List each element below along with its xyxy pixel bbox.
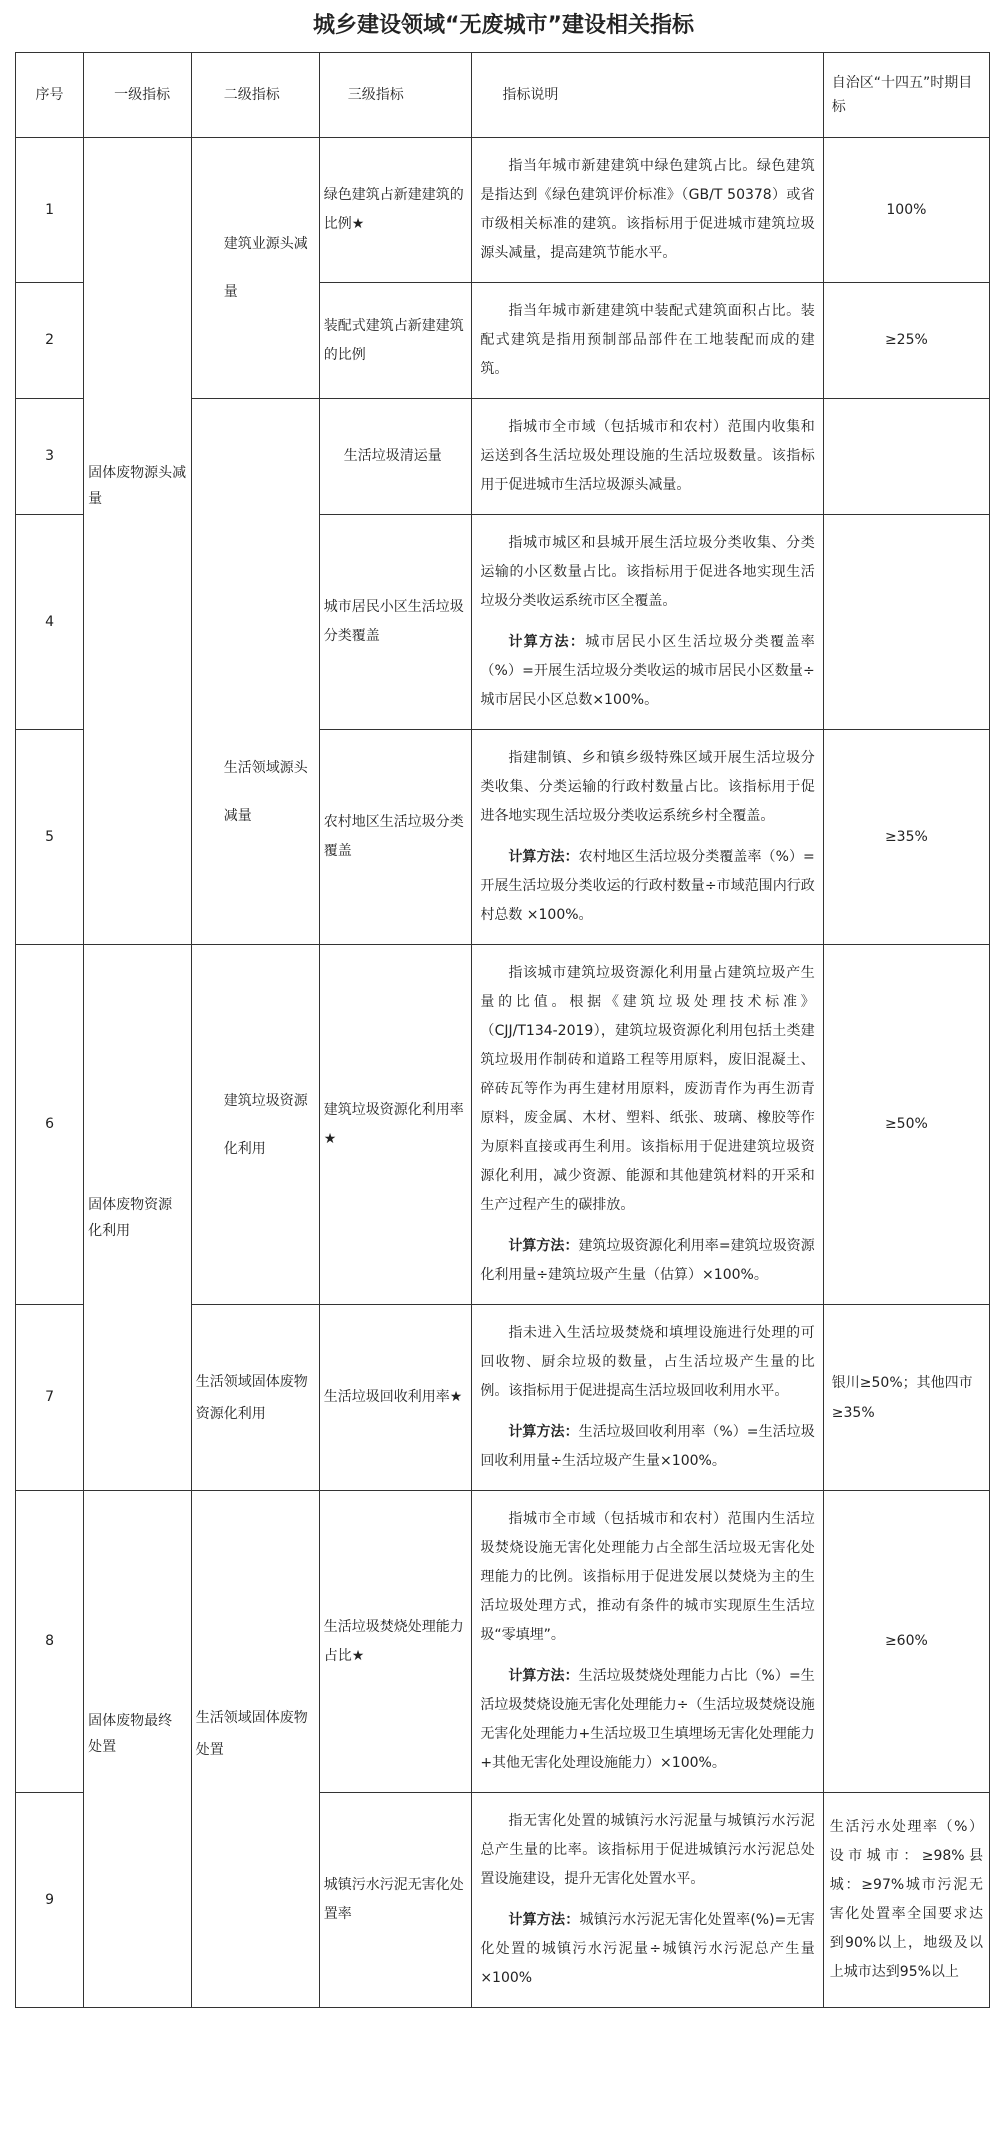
cell-target: ≥60% xyxy=(823,1491,989,1793)
cell-desc xyxy=(472,1793,823,2008)
cell-num: 4 xyxy=(16,515,84,730)
cell-target xyxy=(823,515,989,730)
method-label: 计算方法： xyxy=(508,1912,580,1928)
cell-desc xyxy=(472,1305,823,1491)
method-formula: 农村地区生活垃圾分类覆盖率（%）=开展生活垃圾分类收运的行政村数量÷市域范围内行政村总数 ×100%。 xyxy=(480,849,815,923)
cell-num: 8 xyxy=(16,1491,84,1793)
desc-text: 指该城市建筑垃圾资源化利用量占建筑垃圾产生量的比值。根据《建筑垃圾处理技术标准》（CJJ/T134-2019），建筑垃圾资源化利用包括土类建筑垃圾用作制砖和道路工程等用原料，废旧混凝土、碎砖瓦等作为再生建材用原料，废沥青作为再生沥青原料，废金属、木材、塑料、纸张、玻璃、橡胶等作为原料直接或再生利用。该指标用于促进建筑垃圾资源化利用，减少资源、能源和其他建筑材料的开采和生产过程产生的碳排放。 xyxy=(480,965,815,1213)
cell-level3: 绿色建筑占新建建筑的比例★ xyxy=(319,138,472,283)
page-title: 城乡建设领域“无废城市”建设相关指标 xyxy=(313,13,694,38)
cell-level2-life-disposal: 生活领域固体废物处置 xyxy=(191,1491,319,2008)
method-formula: 建筑垃圾资源化利用率=建筑垃圾资源化利用量÷建筑垃圾产生量（估算）×100%。 xyxy=(480,1238,815,1283)
desc-text: 指建制镇、乡和镇乡级特殊区域开展生活垃圾分类收集、分类运输的行政村数量占比。该指标用于促进各地实现生活垃圾分类收运系统乡村全覆盖。 xyxy=(480,750,815,824)
cell-level2-construction-reduction: 建筑业源头减量 xyxy=(191,138,319,399)
cell-level2-life-utilization: 生活领域固体废物资源化利用 xyxy=(191,1305,319,1491)
method-text xyxy=(480,843,814,930)
cell-level3: 农村地区生活垃圾分类覆盖 xyxy=(319,730,472,945)
method-formula: 城镇污水污泥无害化处置率(%)=无害化处置的城镇污水污泥量÷城镇污水污泥总产生量×100% xyxy=(480,1912,815,1986)
header-level3: 三级指标 xyxy=(319,53,472,138)
cell-num: 5 xyxy=(16,730,84,945)
desc-text: 指当年城市新建建筑中装配式建筑面积占比。装配式建筑是指用预制部品部件在工地装配而成的建筑。 xyxy=(480,303,815,377)
method-label: 计算方法： xyxy=(508,1668,579,1684)
cell-num: 2 xyxy=(16,283,84,399)
method-text xyxy=(480,1662,814,1778)
cell-desc xyxy=(472,399,823,515)
cell-num: 9 xyxy=(16,1793,84,2008)
method-label: 计算方法： xyxy=(508,1424,579,1440)
cell-target xyxy=(823,399,989,515)
cell-num: 7 xyxy=(16,1305,84,1491)
method-formula: 城市居民小区生活垃圾分类覆盖率（%）=开展生活垃圾分类收运的城市居民小区数量÷城市居民小区总数×100%。 xyxy=(480,634,815,708)
desc-text: 指未进入生活垃圾焚烧和填埋设施进行处理的可回收物、厨余垃圾的数量，占生活垃圾产生量的比例。该指标用于促进提高生活垃圾回收利用水平。 xyxy=(480,1325,815,1399)
cell-level3: 生活垃圾回收利用率★ xyxy=(319,1305,472,1491)
desc-text: 指无害化处置的城镇污水污泥量与城镇污水污泥总产生量的比率。该指标用于促进城镇污水污泥总处置设施建设，提升无害化处置水平。 xyxy=(480,1813,815,1887)
cell-target: 生活污水处理率（%）设市城市：≥98%县城：≥97%城市污泥无害化处置率全国要求达到90%以上，地级及以上城市达到95%以上 xyxy=(823,1793,989,2008)
cell-level3: 城镇污水污泥无害化处置率 xyxy=(319,1793,472,2008)
header-level2: 二级指标 xyxy=(191,53,319,138)
desc-text: 指城市全市域（包括城市和农村）范围内收集和运送到各生活垃圾处理设施的生活垃圾数量。该指标用于促进城市生活垃圾源头减量。 xyxy=(480,419,815,493)
cell-desc xyxy=(472,945,823,1305)
table-row xyxy=(16,1491,990,1793)
cell-level1-reduction: 固体废物源头减量 xyxy=(84,138,192,945)
method-text xyxy=(480,1232,814,1290)
table-row xyxy=(16,945,990,1305)
method-formula: 生活垃圾焚烧处理能力占比（%）=生活垃圾焚烧设施无害化处理能力÷（生活垃圾焚烧设施无害化处理能力+生活垃圾卫生填埋场无害化处理能力+其他无害化处理设施能力）×100%。 xyxy=(480,1668,815,1771)
cell-num: 1 xyxy=(16,138,84,283)
cell-level1-disposal: 固体废物最终处置 xyxy=(84,1491,192,2008)
method-label: 计算方法： xyxy=(508,1238,579,1254)
header-level1: 一级指标 xyxy=(84,53,192,138)
cell-level3: 城市居民小区生活垃圾分类覆盖 xyxy=(319,515,472,730)
cell-num: 3 xyxy=(16,399,84,515)
header-desc: 指标说明 xyxy=(472,53,823,138)
cell-desc xyxy=(472,1491,823,1793)
cell-level2-life-reduction: 生活领域源头减量 xyxy=(191,399,319,945)
cell-desc xyxy=(472,730,823,945)
method-text xyxy=(480,628,814,715)
cell-desc xyxy=(472,515,823,730)
method-label: 计算方法： xyxy=(508,634,586,650)
cell-level2-construction-utilization: 建筑垃圾资源化利用 xyxy=(191,945,319,1305)
cell-desc xyxy=(472,283,823,399)
cell-target: ≥35% xyxy=(823,730,989,945)
desc-text: 指城市全市域（包括城市和农村）范围内生活垃圾焚烧设施无害化处理能力占全部生活垃圾无害化处理能力的比例。该指标用于促进发展以焚烧为主的生活垃圾处理方式，推动有条件的城市实现原生生活垃圾“零填埋”。 xyxy=(480,1511,815,1643)
cell-level3: 建筑垃圾资源化利用率★ xyxy=(319,945,472,1305)
table-row xyxy=(16,138,990,283)
method-text xyxy=(480,1906,814,1993)
cell-target: ≥50% xyxy=(823,945,989,1305)
cell-level3: 生活垃圾清运量 xyxy=(319,399,472,515)
indicator-table xyxy=(15,52,990,2008)
desc-text: 指城市城区和县城开展生活垃圾分类收集、分类运输的小区数量占比。该指标用于促进各地实现生活垃圾分类收运系统市区全覆盖。 xyxy=(480,535,815,609)
header-num: 序号 xyxy=(16,53,84,138)
header-row xyxy=(16,53,990,138)
cell-desc xyxy=(472,138,823,283)
cell-target: ≥25% xyxy=(823,283,989,399)
method-formula: 生活垃圾回收利用率（%）=生活垃圾回收利用量÷生活垃圾产生量×100%。 xyxy=(480,1424,815,1469)
cell-level3: 装配式建筑占新建建筑的比例 xyxy=(319,283,472,399)
header-target: 自治区“十四五”时期目标 xyxy=(823,53,989,138)
method-text xyxy=(480,1418,814,1476)
cell-target: 100% xyxy=(823,138,989,283)
desc-text: 指当年城市新建建筑中绿色建筑占比。绿色建筑是指达到《绿色建筑评价标准》（GB/T 50378）或省市级相关标准的建筑。该指标用于促进城市建筑垃圾源头减量，提高建筑节能水平。 xyxy=(480,158,815,261)
cell-level3: 生活垃圾焚烧处理能力占比★ xyxy=(319,1491,472,1793)
cell-target: 银川≥50%；其他四市≥35% xyxy=(823,1305,989,1491)
cell-level1-utilization: 固体废物资源化利用 xyxy=(84,945,192,1491)
method-label: 计算方法： xyxy=(508,849,579,865)
cell-num: 6 xyxy=(16,945,84,1305)
